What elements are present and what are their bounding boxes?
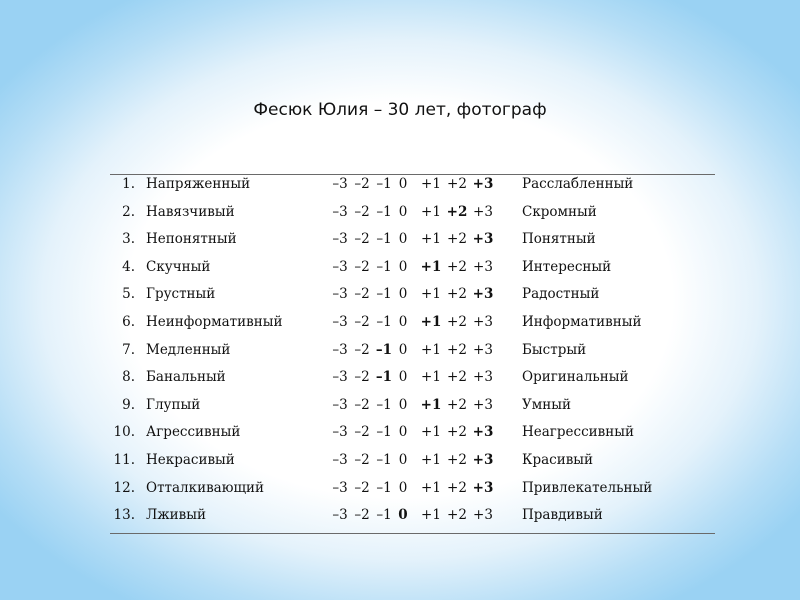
scale-value: –2	[354, 176, 370, 192]
scale-value-selected: +2	[446, 203, 468, 220]
scale-value: +1	[421, 369, 441, 386]
scale-value: –3	[332, 286, 348, 303]
table-row	[0, 254, 800, 282]
right-adjective: Умный	[522, 396, 571, 413]
scale-value: –2	[354, 424, 370, 441]
right-adjective: Интересный	[522, 258, 612, 275]
scale-value-selected: +3	[472, 424, 494, 441]
row-number: 6.	[122, 313, 135, 330]
row-number: 1.	[122, 176, 135, 192]
scale-value: –1	[376, 286, 392, 303]
scale-value: –1	[376, 396, 392, 413]
scale-value: –1	[376, 424, 392, 441]
scale-value: –2	[354, 507, 370, 524]
scale-value-selected: +3	[472, 176, 494, 192]
left-adjective: Лживый	[146, 507, 207, 524]
right-adjective: Радостный	[522, 286, 600, 303]
right-adjective: Привлекательный	[522, 479, 653, 496]
right-adjective: Информативный	[522, 313, 642, 330]
scale-value: 0	[398, 396, 408, 413]
scale-value-selected: +1	[420, 396, 442, 413]
scale-value: +2	[447, 258, 467, 275]
scale-value-selected: +3	[472, 451, 494, 468]
scale-value: –3	[332, 507, 348, 524]
left-adjective: Скучный	[146, 258, 211, 275]
scale-value: –3	[332, 341, 348, 358]
scale-value: +1	[421, 341, 441, 358]
scale-value: 0	[398, 313, 408, 330]
table-row	[0, 281, 800, 309]
scale-value: +1	[421, 286, 441, 303]
table-row	[0, 226, 800, 254]
scale-value: –2	[354, 286, 370, 303]
scale-value: 0	[398, 176, 408, 192]
left-adjective: Банальный	[146, 369, 226, 386]
table-row	[0, 171, 800, 199]
scale-value: +1	[421, 203, 441, 220]
row-number: 3.	[122, 231, 135, 248]
table-row	[0, 199, 800, 227]
right-adjective: Скромный	[522, 203, 597, 220]
row-number: 9.	[122, 396, 135, 413]
table-row	[0, 419, 800, 447]
table-row	[0, 364, 800, 392]
scale-value: –1	[376, 203, 392, 220]
table-row	[0, 392, 800, 420]
left-adjective: Непонятный	[146, 231, 237, 248]
scale-value: +1	[421, 451, 441, 468]
scale-value-selected: +1	[420, 258, 442, 275]
left-adjective: Навязчивый	[146, 203, 235, 220]
scale-value: +3	[473, 258, 493, 275]
row-number: 7.	[122, 341, 135, 358]
scale-value: +2	[447, 341, 467, 358]
row-number: 12.	[113, 479, 135, 496]
scale-value: +2	[447, 507, 467, 524]
scale-value: –2	[354, 451, 370, 468]
scale-value: –1	[376, 479, 392, 496]
scale-value: +2	[447, 176, 467, 192]
scale-value: –2	[354, 203, 370, 220]
scale-value: +3	[473, 341, 493, 358]
right-adjective: Оригинальный	[522, 369, 629, 386]
scale-value: –1	[376, 258, 392, 275]
right-adjective: Красивый	[522, 451, 594, 468]
right-adjective: Расслабленный	[522, 176, 634, 192]
scale-value: +3	[473, 507, 493, 524]
scale-value: +2	[447, 479, 467, 496]
scale-value: 0	[398, 451, 408, 468]
scale-value: 0	[398, 258, 408, 275]
scale-value: +1	[421, 176, 441, 192]
right-adjective: Понятный	[522, 231, 596, 248]
right-adjective: Правдивый	[522, 507, 603, 524]
scale-value: +2	[447, 424, 467, 441]
scale-value: –3	[332, 369, 348, 386]
scale-value: +3	[473, 396, 493, 413]
scale-value: 0	[398, 424, 408, 441]
scale-value-selected: +1	[420, 313, 442, 330]
scale-value-selected: –1	[375, 341, 393, 358]
scale-value: +2	[447, 451, 467, 468]
semantic-differential-table	[0, 171, 800, 530]
scale-value: –2	[354, 258, 370, 275]
left-adjective: Грустный	[146, 286, 216, 303]
row-number: 10.	[113, 424, 135, 441]
scale-value: –1	[376, 231, 392, 248]
table-bottom-rule	[110, 533, 715, 534]
row-number: 4.	[122, 258, 135, 275]
scale-value: +2	[447, 369, 467, 386]
left-adjective: Отталкивающий	[146, 479, 265, 496]
scale-value: +2	[447, 396, 467, 413]
scale-value: +1	[421, 479, 441, 496]
left-adjective: Глупый	[146, 396, 201, 413]
scale-value: 0	[398, 479, 408, 496]
scale-value: +2	[447, 313, 467, 330]
table-row	[0, 502, 800, 530]
slide-title: Фесюк Юлия – 30 лет, фотограф	[253, 100, 547, 120]
scale-value: –1	[376, 176, 392, 192]
scale-value: 0	[398, 286, 408, 303]
scale-value: +1	[421, 231, 441, 248]
scale-value: –3	[332, 313, 348, 330]
table-row	[0, 447, 800, 475]
scale-value: –3	[332, 451, 348, 468]
scale-value: –3	[332, 203, 348, 220]
scale-value: –2	[354, 313, 370, 330]
scale-value: –3	[332, 258, 348, 275]
scale-value: +1	[421, 424, 441, 441]
scale-value: +3	[473, 369, 493, 386]
scale-value-selected: +3	[472, 231, 494, 248]
scale-value: 0	[398, 203, 408, 220]
row-number: 13.	[113, 507, 135, 524]
scale-value-selected: 0	[398, 507, 408, 524]
row-number: 11.	[113, 451, 135, 468]
scale-value-selected: +3	[472, 479, 494, 496]
left-adjective: Напряженный	[146, 176, 251, 192]
table-row	[0, 309, 800, 337]
scale-value: –3	[332, 396, 348, 413]
scale-value: –2	[354, 396, 370, 413]
left-adjective: Неинформативный	[146, 313, 283, 330]
scale-value: –2	[354, 369, 370, 386]
left-adjective: Медленный	[146, 341, 231, 358]
scale-value: –2	[354, 479, 370, 496]
scale-value: –3	[332, 424, 348, 441]
scale-value-selected: +3	[472, 286, 494, 303]
row-number: 2.	[122, 203, 135, 220]
scale-value: –3	[332, 479, 348, 496]
table-row	[0, 337, 800, 365]
scale-value: –3	[332, 176, 348, 192]
row-number: 8.	[122, 369, 135, 386]
left-adjective: Агрессивный	[146, 424, 241, 441]
scale-value: –1	[376, 313, 392, 330]
scale-value: –3	[332, 231, 348, 248]
scale-value: +2	[447, 286, 467, 303]
scale-value: +1	[421, 507, 441, 524]
scale-value: –1	[376, 451, 392, 468]
right-adjective: Неагрессивный	[522, 424, 634, 441]
scale-value: –2	[354, 231, 370, 248]
scale-value: 0	[398, 369, 408, 386]
left-adjective: Некрасивый	[146, 451, 235, 468]
scale-value: +3	[473, 203, 493, 220]
scale-value: +3	[473, 313, 493, 330]
row-number: 5.	[122, 286, 135, 303]
right-adjective: Быстрый	[522, 341, 587, 358]
scale-value-selected: –1	[375, 369, 393, 386]
scale-value: 0	[398, 341, 408, 358]
scale-value: +2	[447, 231, 467, 248]
scale-value: –2	[354, 341, 370, 358]
scale-value: –1	[376, 507, 392, 524]
table-row	[0, 475, 800, 503]
scale-value: 0	[398, 231, 408, 248]
